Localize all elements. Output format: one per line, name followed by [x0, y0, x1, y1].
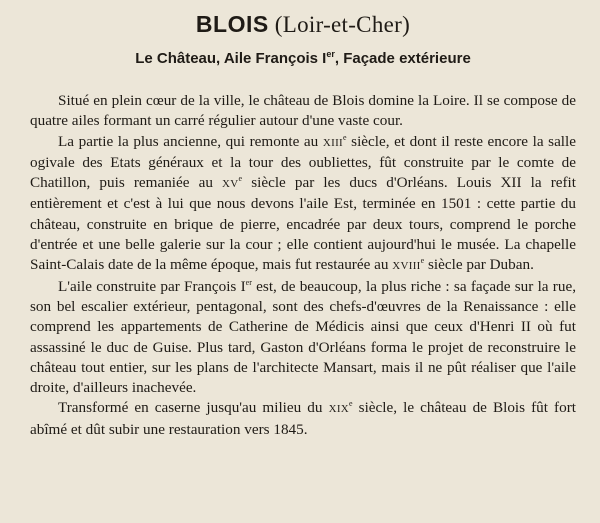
century-superscript: e — [420, 256, 425, 266]
century-superscript: e — [349, 399, 353, 409]
century-numeral: XIX — [328, 403, 350, 416]
paragraph-2-part-d: siècle par Duban. — [424, 256, 534, 274]
paragraph-2-part-a: La partie la plus ancienne, qui remonte au — [58, 132, 323, 150]
paragraph-2 — [30, 132, 576, 277]
paragraph-3-part-b: est, de beaucoup, la plus riche : sa façade sur la rue, son bel escalier extérieur, pentagonal, sont des chefs-d'œuvres de la Renaissance : elle comprend les appartements de Catherine de Médicis ainsi que ceux d'Henri II où fut assassiné le duc de Guise. Plus tard, Gaston d'Orléans forma le projet de reconstruire le château tout entier, sur les plans de l'architecte Mansart, mais il ne pût réaliser que l'aile droite, d'ailleurs inachevée. — [30, 277, 576, 397]
paragraph-4 — [30, 398, 576, 440]
century-numeral: XIII — [322, 136, 343, 149]
paragraph-2-part-c: siècle par les ducs d'Orléans. Louis XII la refit entièrement et c'est à lui que nous devons l'aile Est, terminée en 1501 : cette partie du château, construite en brique de pierre, encadrée par deux tours, comprend le porche d'entrée et une belle galerie sur la cour ; elle contient aujourd'hui le musée. La chapelle Saint-Calais date de la même époque, mais fut restaurée au — [30, 174, 576, 274]
article-body — [30, 91, 576, 440]
century-numeral: XVIII — [392, 260, 421, 273]
title-region: (Loir-et-Cher) — [274, 12, 411, 37]
century-superscript: e — [343, 132, 347, 142]
paragraph-1: Situé en plein cœur de la ville, le château de Blois domine la Loire. Il se compose de quatre ailes formant un carré régulier autour d'une vaste cour. — [30, 92, 576, 130]
page-subtitle — [30, 49, 576, 69]
century-superscript: e — [238, 174, 243, 184]
ordinal-superscript: er — [245, 277, 252, 287]
title-city: BLOIS — [195, 11, 269, 37]
subtitle-superscript: er — [326, 49, 335, 59]
paragraph-4-part-b: siècle, le château de Blois fût fort abîmé et dût subir une restauration vers 1845. — [30, 399, 576, 438]
subtitle-text-end: , Façade extérieure — [334, 50, 471, 67]
century-numeral: XV — [222, 178, 239, 191]
paragraph-4-part-a: Transformé en caserne jusqu'au milieu du — [58, 399, 329, 417]
subtitle-text-start: Le Château, Aile François I — [135, 50, 327, 67]
page-title — [30, 10, 576, 39]
paragraph-3 — [30, 277, 576, 399]
paragraph-2-part-b: siècle, et dont il reste encore la salle ogivale des Etats généraux et la tour des oubliettes, fût construite par le comte de Chatillon, puis remaniée au — [30, 132, 576, 192]
paragraph-3-part-a: L'aile construite par François I — [58, 277, 246, 295]
